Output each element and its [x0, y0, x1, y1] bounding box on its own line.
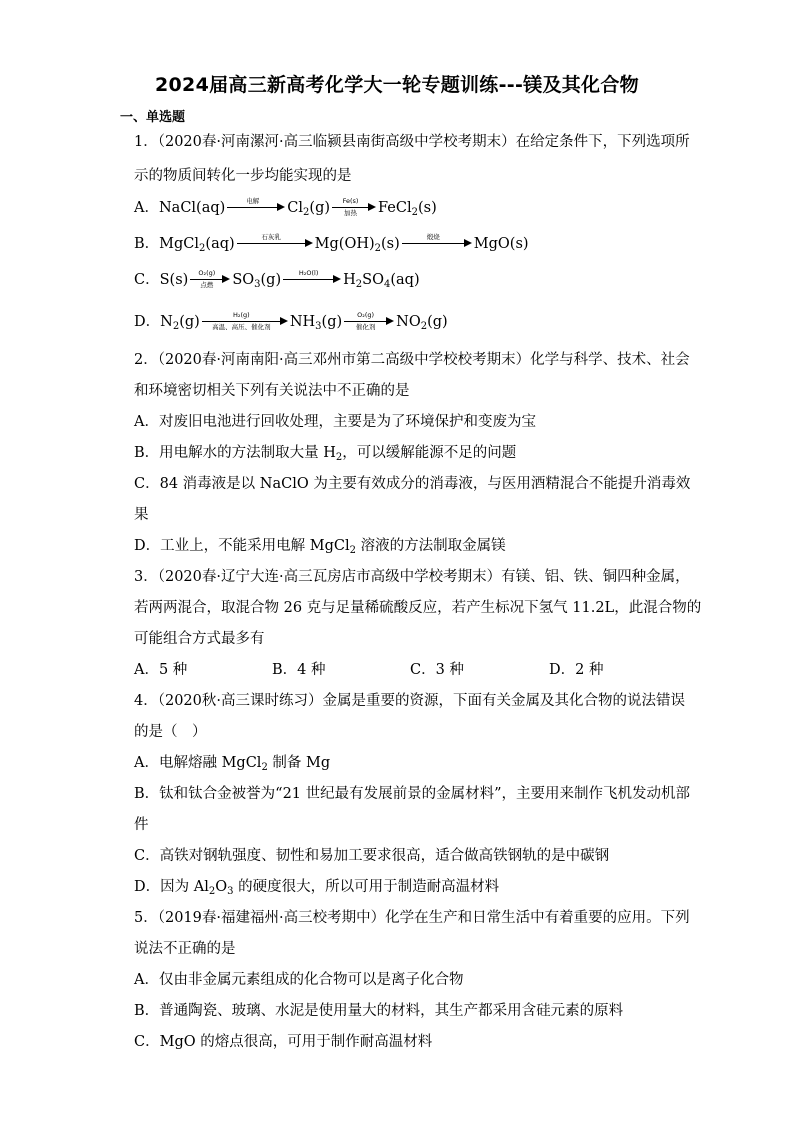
q4-stem-line1: 4．（2020秋·高三课时练习）金属是重要的资源，下面有关金属及其化合物的说法错误: [134, 693, 685, 709]
q3-option-d: D．2 种: [549, 662, 604, 678]
q4-option-d: D．因为 $Al_2O_3$ 的硬度很大，所以可用于制造耐高温材料: [134, 879, 500, 897]
reaction-arrow: H₂(g) 高温、高压、催化剂: [202, 310, 288, 334]
reaction-arrow: Fe(s) 加热: [332, 196, 376, 220]
q5-stem-line2: 说法不正确的是: [134, 941, 236, 957]
q4-option-b-line2: 件: [134, 817, 149, 833]
q1-option-b: B．MgCl$_2$(aq) 石灰乳 $Mg(OH)_2(s)$ 煅烧 MgO(s): [134, 233, 529, 254]
q2-stem-line1: 2．（2020春·河南南阳·高三邓州市第二高级中学校校考期末）化学与科学、技术、社会: [134, 352, 690, 368]
q3-stem-line3: 可能组合方式最多有: [134, 631, 265, 647]
reaction-arrow: O₂(g) 催化剂: [344, 310, 394, 334]
q3-option-c: C．3 种: [410, 662, 464, 678]
q2-stem-line2: 和环境密切相关下列有关说法中不正确的是: [134, 383, 410, 399]
q1-stem-line1: 1．（2020春·河南漯河·高三临颍县南街高级中学校考期末）在给定条件下，下列选项所: [134, 134, 690, 150]
q5-option-b: B．普通陶瓷、玻璃、水泥是使用量大的材料，其生产都采用含硅元素的原料: [134, 1003, 624, 1019]
q3-option-a: A．5 种: [134, 662, 188, 678]
q5-option-a: A．仅由非金属元素组成的化合物可以是离子化合物: [134, 972, 464, 988]
q4-stem-line2: 的是（ ）: [134, 724, 207, 740]
reaction-arrow: 石灰乳: [237, 232, 313, 256]
q1-option-c: C．S(s) O₂(g) 点燃 $SO_3(g)$ H₂O(l) $H_2SO_4(aq)$: [134, 269, 420, 290]
q2-option-c-line2: 果: [134, 507, 149, 523]
q4-option-c: C．高铁对钢轨强度、韧性和易加工要求很高，适合做高铁钢轨的是中碳钢: [134, 848, 610, 864]
q5-stem-line1: 5．（2019春·福建福州·高三校考期中）化学在生产和日常生活中有着重要的应用。下列: [134, 910, 690, 926]
document-title: 2024届高三新高考化学大一轮专题训练---镁及其化合物: [155, 74, 639, 96]
reaction-arrow: 电解: [227, 196, 285, 220]
q2-option-d: D．工业上，不能采用电解 MgCl$_2$ 溶液的方法制取金属镁: [134, 538, 506, 556]
section-heading: 一、单选题: [120, 110, 186, 125]
reaction-arrow: H₂O(l): [283, 268, 341, 292]
q2-option-a: A．对废旧电池进行回收处理，主要是为了环境保护和变废为宝: [134, 414, 536, 430]
reaction-arrow: O₂(g) 点燃: [190, 268, 230, 292]
q5-option-c: C．MgO 的熔点很高，可用于制作耐高温材料: [134, 1034, 433, 1050]
q2-option-c-line1: C．84 消毒液是以 NaClO 为主要有效成分的消毒液，与医用酒精混合不能提升消毒效: [134, 476, 691, 492]
reaction-arrow: 煅烧: [402, 232, 472, 256]
q1-stem-line2: 示的物质间转化一步均能实现的是: [134, 168, 352, 184]
q2-option-b: B．用电解水的方法制取大量 $H_2$，可以缓解能源不足的问题: [134, 445, 517, 463]
q3-stem-line2: 若两两混合，取混合物 26 克与足量稀硫酸反应，若产生标况下氢气 11.2L，此混合物的: [134, 600, 702, 616]
q4-option-a: A．电解熔融 MgCl$_2$ 制备 Mg: [134, 755, 331, 773]
q3-stem-line1: 3．（2020春·辽宁大连·高三瓦房店市高级中学校考期末）有镁、铝、铁、铜四种金属，: [134, 569, 690, 585]
q3-option-b: B．4 种: [272, 662, 326, 678]
q1-option-d: D．$N_2(g)$ H₂(g) 高温、高压、催化剂 $NH_3(g)$ O₂(g) 催化剂 $NO_2(g)$: [134, 311, 448, 332]
q4-option-b-line1: B．钛和钛合金被誉为“21 世纪最有发展前景的金属材料”，主要用来制作飞机发动机部: [134, 786, 691, 802]
q1-option-a: A．NaCl(aq) 电解 $Cl_2(g)$ Fe(s) 加热 FeCl$_2$(s): [134, 197, 437, 218]
